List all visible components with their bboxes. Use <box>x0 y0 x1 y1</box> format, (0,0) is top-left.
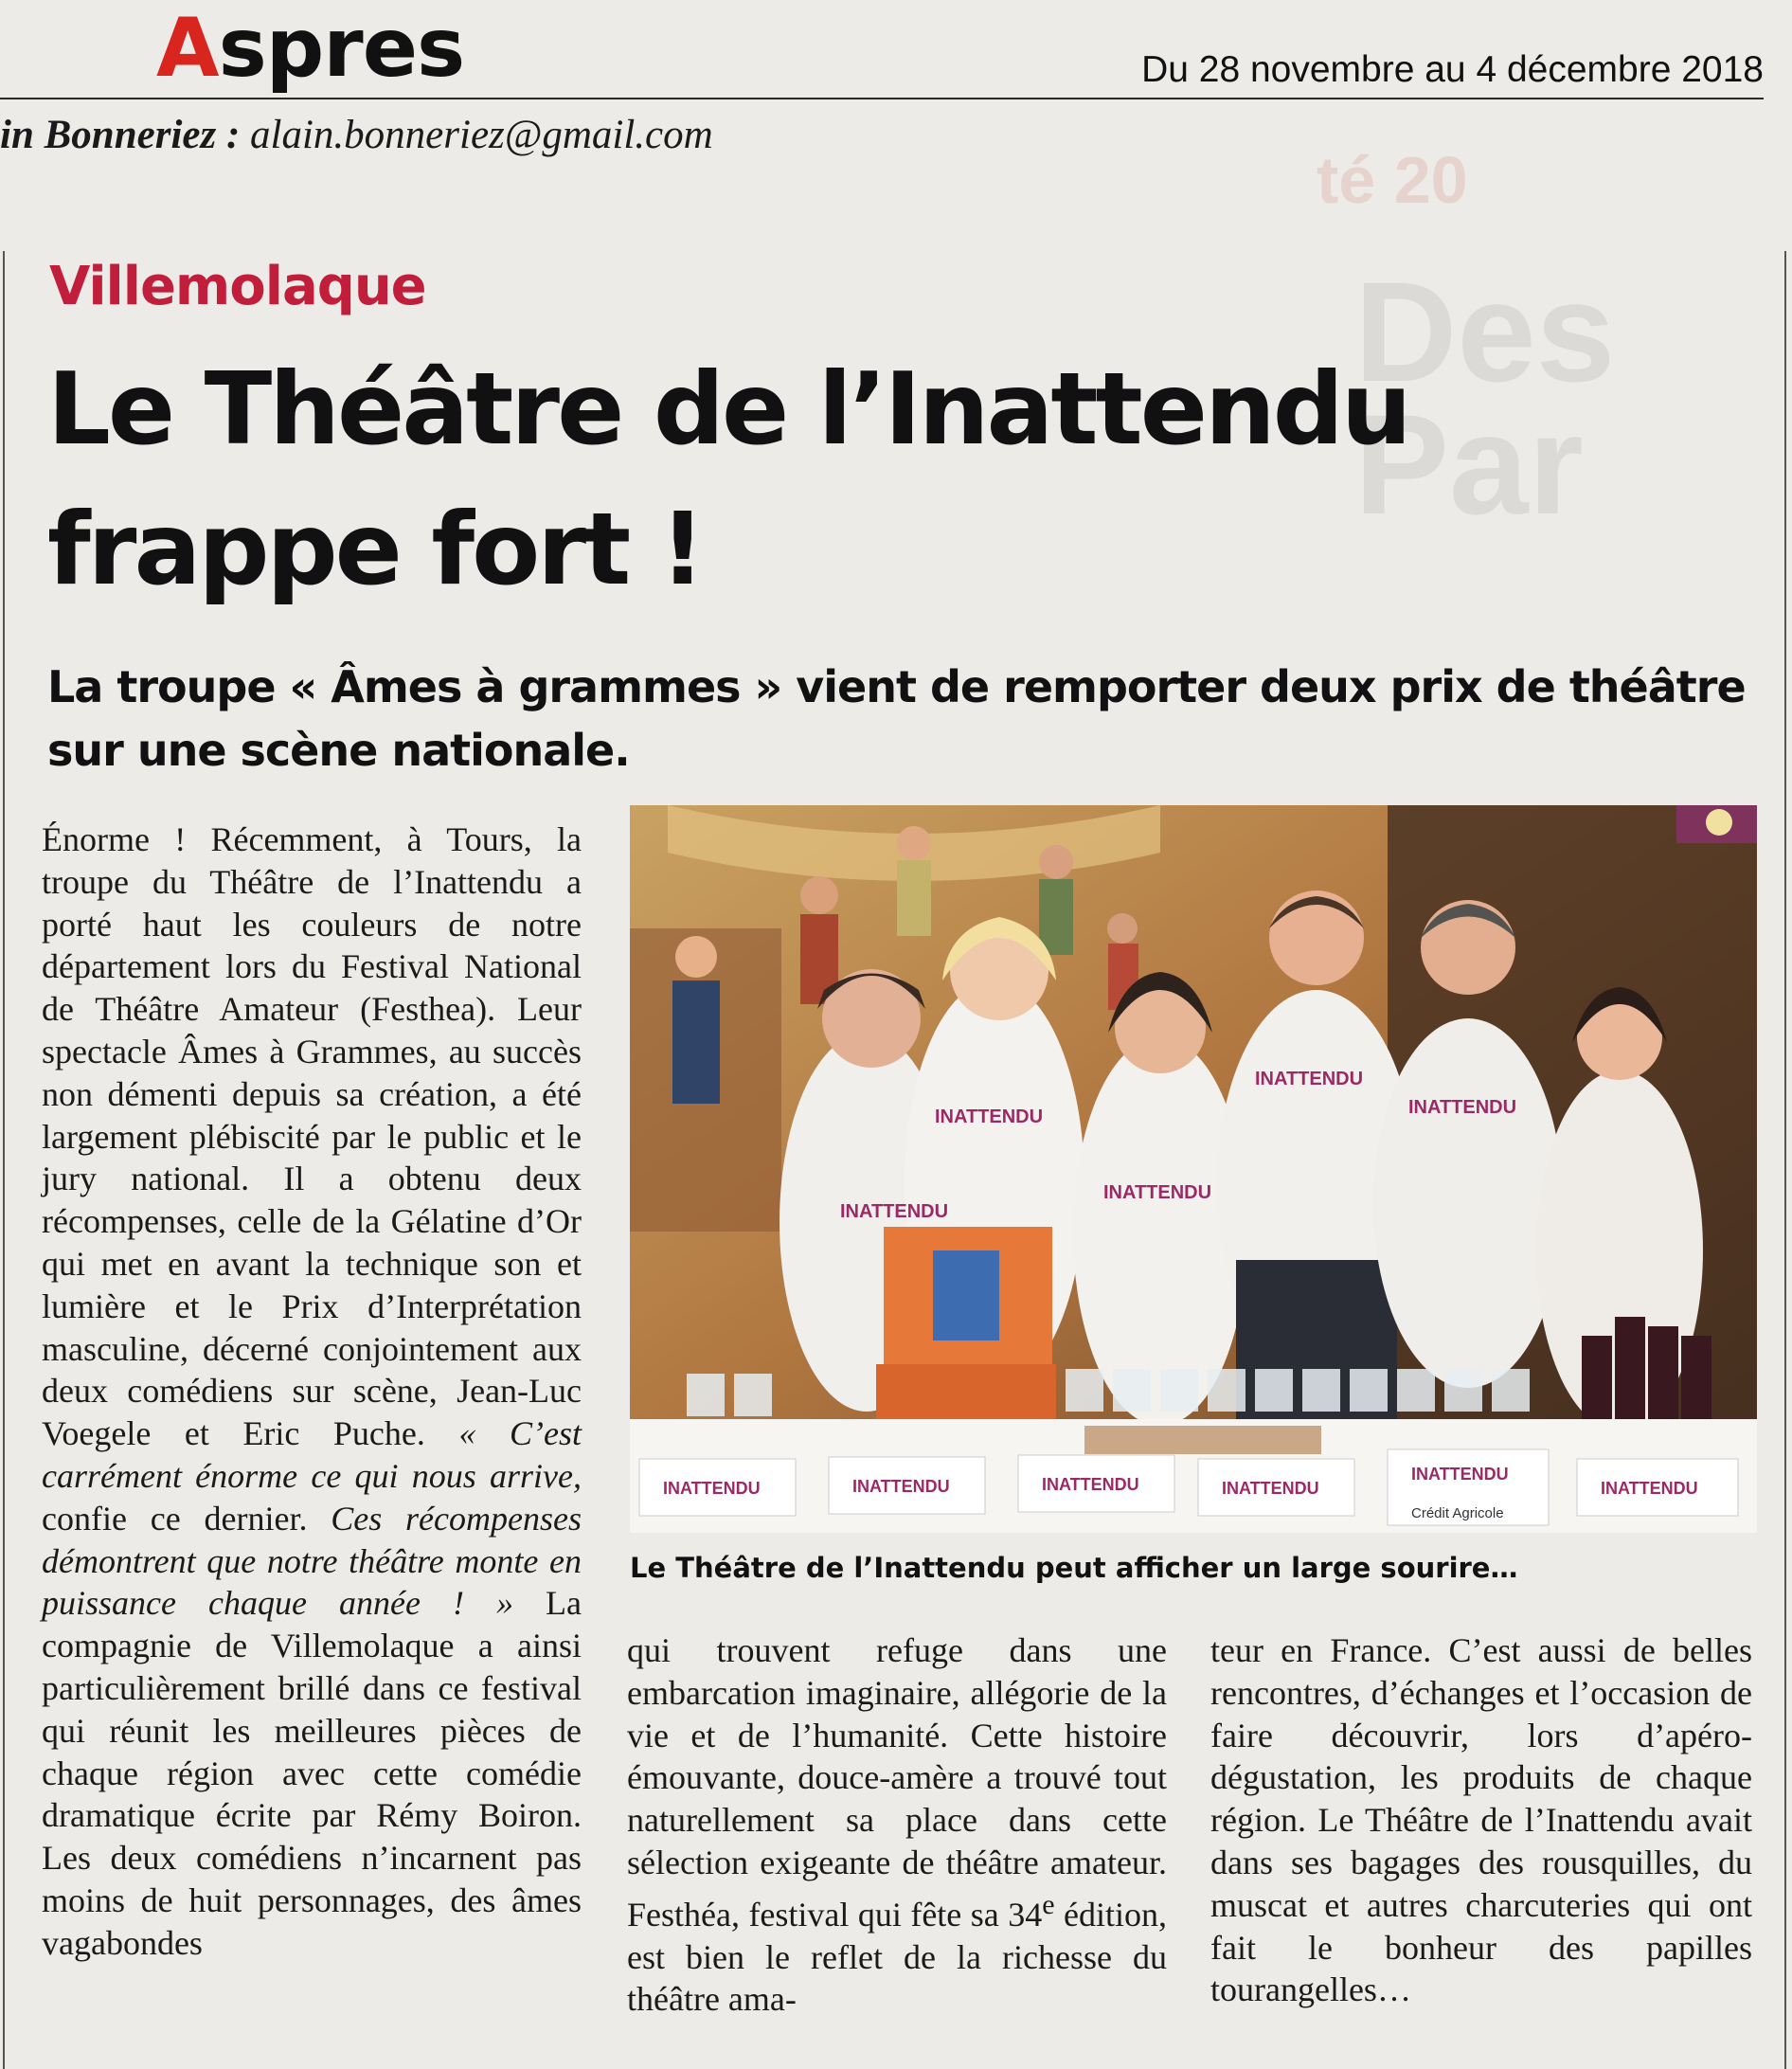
shirt-print: INATTENDU <box>1408 1097 1517 1118</box>
col2-text-a: qui trouvent refuge dans une embarcation imaginaire, allégorie de la vie et de l’humanité. Cette histoire émouvante, douce-amère a trouvé tout naturellement sa place dans cette sélection exigeante de théâtre amateur. Festhéa, festival qui fête sa 34 <box>627 1631 1167 1934</box>
col1-text-a: Énorme ! Récemment, à Tours, la troupe du Théâtre de l’Inattendu a porté haut les couleurs de notre département lors du Festival National de Théâtre Amateur (Festhea). Leur spectacle Âmes à Grammes, au succès non démenti depuis sa création, a été largement plébiscité par le public et le jury national. Il a obtenu deux récompenses, celle de la Gélatine d’Or qui met en avant la technique son et lumière et le Prix d’Interprétation masculine, décerné conjointement aux deux comédiens sur scène, Jean-Luc Voegele et Eric Puche. <box>42 820 582 1453</box>
table-sign-text: INATTENDU <box>1601 1479 1698 1498</box>
table-sign-text: INATTENDU <box>663 1479 761 1498</box>
table-sign-text: INATTENDU <box>852 1477 950 1496</box>
col1-quote-1: « C’est carrément énorme ce qui nous arrive, <box>42 1414 582 1495</box>
col1-quote-2: Ces récompenses démontrent que notre théâtre monte en puissance chaque année ! » <box>42 1499 582 1623</box>
col2-superscript: e <box>1042 1888 1055 1920</box>
article-subhead: La troupe « Âmes à grammes » vient de remporter deux prix de théâtre sur une scène nationale. <box>47 661 1746 776</box>
contact-name: in Bonneriez : <box>0 113 241 157</box>
shirt-print: INATTENDU <box>1103 1182 1212 1203</box>
shirt-print: INATTENDU <box>840 1201 949 1222</box>
bleed-through-number: té 20 <box>1317 143 1468 217</box>
col2-text-b: édition, est bien le reflet de la richesse du théâtre ama- <box>627 1895 1167 2019</box>
photo-caption: Le Théâtre de l’Inattendu peut afficher un large sourire… <box>630 1552 1518 1584</box>
contact-email: alain.bonneriez@gmail.com <box>250 113 713 157</box>
headline-line-1: Le Théâtre de l’Inattendu <box>47 351 1409 467</box>
header-rule <box>0 98 1764 99</box>
col1-text-c: La compagnie de Villemolaque a ainsi particulièrement brillé dans ce festival qui réunit les meilleures pièces de chaque région avec cette comédie dramatique écrite par Rémy Boiron. Les deux comédiens n’incarnent pas moins de huit personnages, des âmes vagabondes <box>42 1584 582 1962</box>
article-photo <box>630 805 1757 1533</box>
bleed-through-headline: Des Par <box>1354 252 1616 544</box>
article-kicker: Villemolaque <box>49 256 426 317</box>
table-sign-text: INATTENDU <box>1042 1475 1139 1494</box>
headline-line-2: frappe fort ! <box>47 492 703 607</box>
col1-text-b: confie ce dernier. <box>42 1499 308 1538</box>
left-edge-rule <box>3 251 5 2069</box>
article-column-3: teur en France. C’est aussi de belles rencontres, d’échanges et l’occasion de faire découvrir, lors d’apéro-dégustation, les produits de chaque région. Le Théâtre de l’Inattendu avait dans ses bagages des rousquilles, du muscat et autres charcuteries qui ont fait le bonheur des papilles tourangelles… <box>1210 1631 1752 2009</box>
article-column-1 <box>42 819 582 1965</box>
issue-date: Du 28 novembre au 4 décembre 2018 <box>1141 49 1764 90</box>
table-sign-text: INATTENDU <box>1411 1465 1509 1484</box>
article-headline <box>47 339 1658 620</box>
right-edge-rule <box>1784 251 1786 2069</box>
section-title: Aspres <box>156 1 465 96</box>
shirt-print: INATTENDU <box>935 1106 1044 1127</box>
contact-line <box>0 112 713 158</box>
shirt-print: INATTENDU <box>1255 1069 1364 1089</box>
bank-sign-text: Crédit Agricole <box>1411 1505 1504 1521</box>
table-sign-text: INATTENDU <box>1222 1479 1319 1498</box>
article-column-2 <box>627 1629 1167 2021</box>
